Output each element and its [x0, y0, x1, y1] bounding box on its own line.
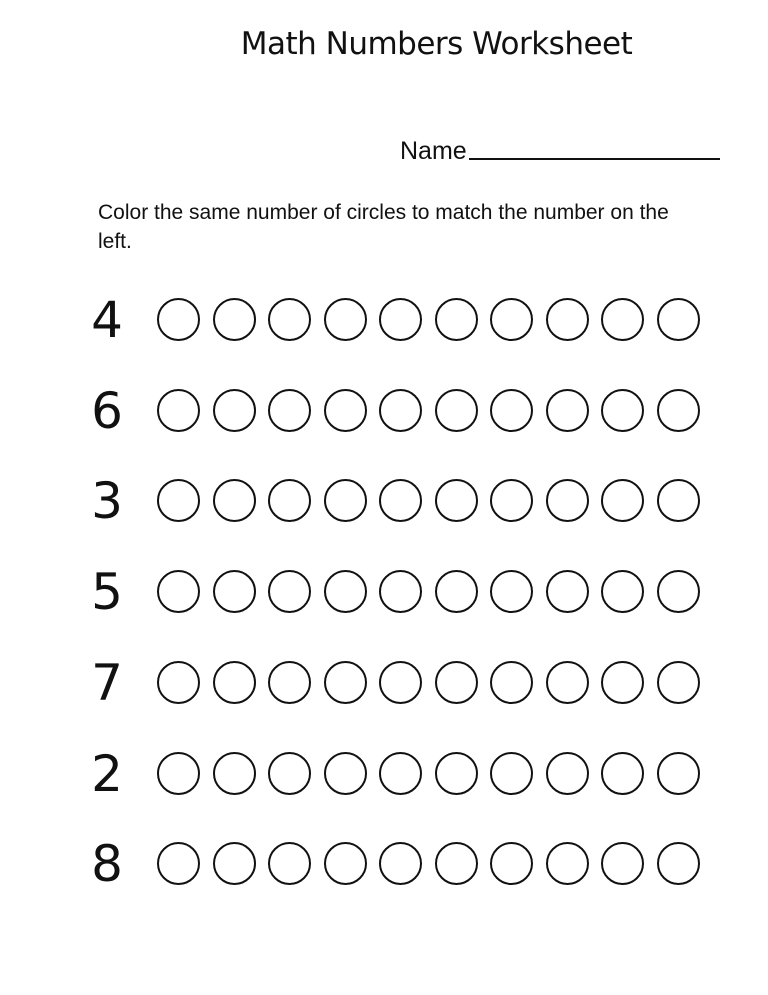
coloring-circle[interactable]	[435, 479, 478, 522]
coloring-circle[interactable]	[268, 298, 311, 341]
coloring-circle[interactable]	[324, 570, 367, 613]
coloring-circle[interactable]	[490, 570, 533, 613]
number-row	[0, 653, 768, 713]
coloring-circle[interactable]	[435, 842, 478, 885]
coloring-circle[interactable]	[490, 842, 533, 885]
row-number: 2	[91, 744, 123, 803]
coloring-circle[interactable]	[157, 661, 200, 704]
number-row	[0, 744, 768, 804]
number-row	[0, 381, 768, 441]
coloring-circle[interactable]	[657, 389, 700, 432]
coloring-circle[interactable]	[490, 752, 533, 795]
worksheet-title: Math Numbers Worksheet	[240, 26, 633, 62]
coloring-circle[interactable]	[379, 389, 422, 432]
number-row	[0, 290, 768, 350]
coloring-circle[interactable]	[379, 842, 422, 885]
coloring-circle[interactable]	[268, 570, 311, 613]
coloring-circle[interactable]	[601, 479, 644, 522]
coloring-circle[interactable]	[546, 298, 589, 341]
coloring-circle[interactable]	[546, 752, 589, 795]
row-number: 8	[91, 835, 123, 894]
coloring-circle[interactable]	[324, 661, 367, 704]
coloring-circle[interactable]	[324, 479, 367, 522]
coloring-circle[interactable]	[490, 479, 533, 522]
coloring-circle[interactable]	[324, 298, 367, 341]
coloring-circle[interactable]	[601, 389, 644, 432]
row-number: 6	[91, 381, 123, 440]
instructions-text: Color the same number of circles to match the number on the left.	[98, 201, 669, 253]
name-label: Name	[400, 137, 467, 165]
number-row	[0, 562, 768, 622]
coloring-circle[interactable]	[157, 298, 200, 341]
number-row	[0, 834, 768, 894]
coloring-circle[interactable]	[379, 570, 422, 613]
coloring-circle[interactable]	[379, 479, 422, 522]
coloring-circle[interactable]	[546, 389, 589, 432]
coloring-circle[interactable]	[268, 842, 311, 885]
coloring-circle[interactable]	[268, 479, 311, 522]
row-number: 4	[91, 291, 123, 349]
coloring-circle[interactable]	[213, 389, 256, 432]
coloring-circle[interactable]	[657, 842, 700, 885]
coloring-circle[interactable]	[213, 661, 256, 704]
coloring-circle[interactable]	[546, 479, 589, 522]
coloring-circle[interactable]	[213, 298, 256, 341]
coloring-circle[interactable]	[546, 570, 589, 613]
coloring-circle[interactable]	[213, 842, 256, 885]
coloring-circle[interactable]	[324, 752, 367, 795]
row-number: 5	[91, 563, 123, 622]
coloring-circle[interactable]	[213, 570, 256, 613]
coloring-circle[interactable]	[157, 570, 200, 613]
coloring-circle[interactable]	[213, 752, 256, 795]
coloring-circle[interactable]	[601, 661, 644, 704]
number-row	[0, 471, 768, 531]
coloring-circle[interactable]	[546, 842, 589, 885]
coloring-circle[interactable]	[435, 298, 478, 341]
coloring-circle[interactable]	[601, 298, 644, 341]
coloring-circle[interactable]	[157, 842, 200, 885]
coloring-circle[interactable]	[268, 752, 311, 795]
coloring-circle[interactable]	[601, 752, 644, 795]
coloring-circle[interactable]	[657, 661, 700, 704]
coloring-circle[interactable]	[435, 570, 478, 613]
coloring-circle[interactable]	[601, 842, 644, 885]
coloring-circle[interactable]	[490, 661, 533, 704]
coloring-circle[interactable]	[435, 389, 478, 432]
row-number: 3	[91, 472, 123, 531]
coloring-circle[interactable]	[379, 752, 422, 795]
coloring-circle[interactable]	[324, 842, 367, 885]
coloring-circle[interactable]	[379, 661, 422, 704]
coloring-circle[interactable]	[601, 570, 644, 613]
coloring-circle[interactable]	[268, 389, 311, 432]
coloring-circle[interactable]	[657, 479, 700, 522]
coloring-circle[interactable]	[490, 298, 533, 341]
coloring-circle[interactable]	[657, 298, 700, 341]
coloring-circle[interactable]	[268, 661, 311, 704]
coloring-circle[interactable]	[157, 752, 200, 795]
coloring-circle[interactable]	[379, 298, 422, 341]
coloring-circle[interactable]	[324, 389, 367, 432]
coloring-circle[interactable]	[657, 570, 700, 613]
row-number: 7	[91, 653, 123, 712]
coloring-circle[interactable]	[657, 752, 700, 795]
coloring-circle[interactable]	[435, 752, 478, 795]
coloring-circle[interactable]	[546, 661, 589, 704]
coloring-circle[interactable]	[157, 479, 200, 522]
coloring-circle[interactable]	[435, 661, 478, 704]
coloring-circle[interactable]	[490, 389, 533, 432]
coloring-circle[interactable]	[213, 479, 256, 522]
coloring-circle[interactable]	[157, 389, 200, 432]
